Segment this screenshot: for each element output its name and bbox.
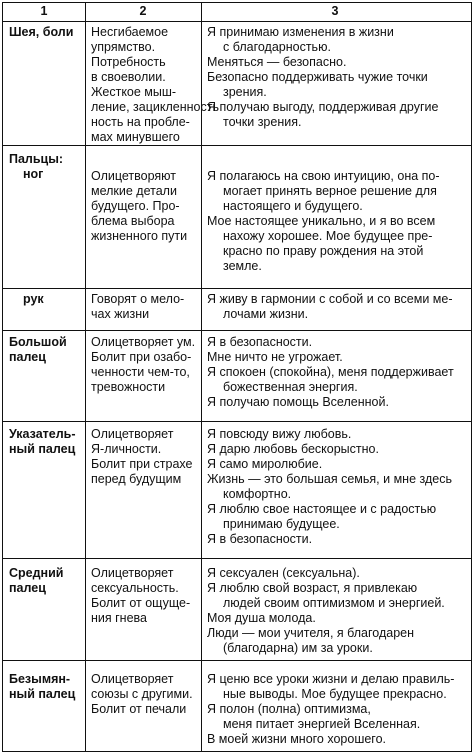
meaning-line: Болит при страхе: [91, 457, 193, 471]
body-part-line: ный палец: [9, 687, 76, 701]
meaning-line: Несгибаемое: [91, 25, 169, 39]
meaning-line: Болит при озабо-: [91, 350, 192, 364]
body-part-line: палец: [9, 350, 46, 364]
meaning-toes: [91, 169, 207, 244]
affirmation-line: Я сексуален (сексуальна).: [207, 566, 360, 580]
meaning-fingers: [91, 292, 207, 322]
affirmation-thumb: [207, 335, 469, 410]
column-header-1: 1: [40, 4, 48, 18]
meaning-line: Олицетворяет ум.: [91, 335, 196, 349]
meaning-line: Олицетворяет: [91, 566, 174, 580]
affirmation-line: Жизнь — это большая семья, и мне здесь: [207, 472, 452, 486]
affirmation-line: Мне ничто не угрожает.: [207, 350, 343, 364]
meaning-thumb: [91, 335, 207, 395]
affirmation-line: Я люблю свой возраст, я привлекаю: [207, 581, 418, 595]
affirmation-line: Я люблю свое настоящее и с радостью: [207, 502, 437, 516]
row-divider: [3, 330, 471, 331]
body-part-thumb: [9, 335, 83, 365]
affirmation-line: Люди — мои учителя, я благодарен: [207, 626, 415, 640]
meaning-line: жизненного пути: [91, 229, 188, 243]
body-part-index-finger: [9, 427, 83, 457]
meaning-line: ление, зацикленность: [91, 100, 219, 114]
meaning-line: в своеволии.: [91, 70, 166, 84]
body-part-line: Средний: [9, 566, 64, 580]
affirmation-line: В моей жизни много хорошего.: [207, 732, 387, 746]
affirmation-line: Я живу в гармонии с собой и со всеми ме-: [207, 292, 453, 306]
meaning-line: Олицетворяет: [91, 672, 174, 686]
meaning-line: упрямство.: [91, 40, 156, 54]
affirmation-toes: [207, 169, 469, 274]
body-part-ring-finger: [9, 672, 83, 702]
meaning-line: ния гнева: [91, 611, 147, 625]
meaning-index-finger: [91, 427, 207, 487]
meaning-line: ность на пробле-: [91, 115, 190, 129]
meaning-line: мелкие детали: [91, 184, 177, 198]
affirmation-line: нахожу хорошее. Мое будущее пре-: [223, 229, 433, 243]
column-header-2: 2: [139, 4, 147, 18]
affirmation-line: зрения.: [223, 85, 267, 99]
affirmation-line: людей своим оптимизмом и энергией.: [223, 596, 445, 610]
meaning-line: перед будущим: [91, 472, 182, 486]
header-divider: [3, 21, 471, 22]
affirmation-line: могает принять верное решение для: [223, 184, 437, 198]
affirmation-line: земле.: [223, 259, 262, 273]
affirmation-line: меня питает энергией Вселенная.: [223, 717, 421, 731]
affirmation-line: Я дарю любовь бескорыстно.: [207, 442, 379, 456]
meaning-line: мах минувшего: [91, 130, 180, 144]
meaning-line: Болит от печали: [91, 702, 187, 716]
meaning-line: Олицетворяют: [91, 169, 176, 183]
meaning-line: ченности чем-то,: [91, 365, 190, 379]
row-divider: [3, 660, 471, 661]
meaning-line: Олицетворяет: [91, 427, 174, 441]
affirmation-line: Безопасно поддерживать чужие точки: [207, 70, 428, 84]
row-divider: [3, 145, 471, 146]
affirmation-line: принимаю будущее.: [223, 517, 340, 531]
row-divider: [3, 288, 471, 289]
body-part-line: палец: [9, 581, 46, 595]
affirmation-fingers: [207, 292, 469, 322]
affirmation-line: Я принимаю изменения в жизни: [207, 25, 394, 39]
body-part-line: Безымян-: [9, 672, 71, 686]
affirmation-line: Моя душа молода.: [207, 611, 316, 625]
meaning-line: Жесткое мыш-: [91, 85, 177, 99]
meaning-ring-finger: [91, 672, 207, 717]
meaning-line: чах жизни: [91, 307, 150, 321]
affirmation-line: Я получаю помощь Вселенной.: [207, 395, 389, 409]
body-part-toes: [9, 152, 83, 182]
affirmation-line: красно по праву рождения на этой: [223, 244, 424, 258]
affirmation-line: с благодарностью.: [223, 40, 331, 54]
body-part-neck: [9, 25, 83, 40]
meaning-line: блема выбора: [91, 214, 175, 228]
affirmation-neck: [207, 25, 469, 130]
meaning-line: Потребность: [91, 55, 166, 69]
affirmation-line: комфортно.: [223, 487, 292, 501]
affirmation-line: божественная энергия.: [223, 380, 358, 394]
row-divider: [3, 558, 471, 559]
meaning-neck: [91, 25, 219, 145]
affirmation-line: Я в безопасности.: [207, 532, 313, 546]
row-divider: [3, 421, 471, 422]
affirmation-ring-finger: [207, 672, 469, 747]
affirmation-line: ные выводы. Мое будущее прекрасно.: [223, 687, 447, 701]
table: [2, 2, 472, 752]
affirmation-line: (благодарна) им за уроки.: [223, 641, 373, 655]
body-part-line: Шея, боли: [9, 25, 74, 39]
affirmation-line: Я спокоен (спокойна), меня поддерживает: [207, 365, 454, 379]
affirmation-line: Меняться — безопасно.: [207, 55, 347, 69]
affirmation-index-finger: [207, 427, 469, 547]
body-part-line: Пальцы:: [9, 152, 64, 166]
body-part-line: ног: [23, 167, 44, 181]
body-part-line: рук: [23, 292, 44, 306]
affirmation-line: Я само миролюбие.: [207, 457, 323, 471]
affirmation-line: лочами жизни.: [223, 307, 309, 321]
affirmation-line: Я полон (полна) оптимизма,: [207, 702, 371, 716]
body-part-line: ный палец: [9, 442, 76, 456]
affirmation-middle-finger: [207, 566, 469, 656]
body-part-fingers: [9, 292, 83, 307]
affirmation-line: настоящего и будущего.: [223, 199, 363, 213]
column-divider-1: [85, 3, 86, 751]
meaning-middle-finger: [91, 566, 207, 626]
affirmation-line: Я полагаюсь на свою интуицию, она по-: [207, 169, 440, 183]
body-part-line: Указатель-: [9, 427, 76, 441]
body-part-line: Большой: [9, 335, 67, 349]
meaning-line: союзы с другими.: [91, 687, 193, 701]
affirmation-line: Я получаю выгоду, поддерживая другие: [207, 100, 439, 114]
affirmation-line: точки зрения.: [223, 115, 302, 129]
meaning-line: Говорят о мело-: [91, 292, 185, 306]
meaning-line: тревожности: [91, 380, 166, 394]
affirmation-line: Я в безопасности.: [207, 335, 313, 349]
affirmation-line: Я ценю все уроки жизни и делаю правиль-: [207, 672, 455, 686]
body-part-middle-finger: [9, 566, 83, 596]
affirmation-line: Мое настоящее уникально, и я во всем: [207, 214, 436, 228]
affirmation-line: Я повсюду вижу любовь.: [207, 427, 352, 441]
meaning-line: сексуальность.: [91, 581, 179, 595]
column-header-3: 3: [331, 4, 339, 18]
meaning-line: будущего. Про-: [91, 199, 180, 213]
meaning-line: Болит от ощуще-: [91, 596, 191, 610]
meaning-line: Я-личности.: [91, 442, 162, 456]
